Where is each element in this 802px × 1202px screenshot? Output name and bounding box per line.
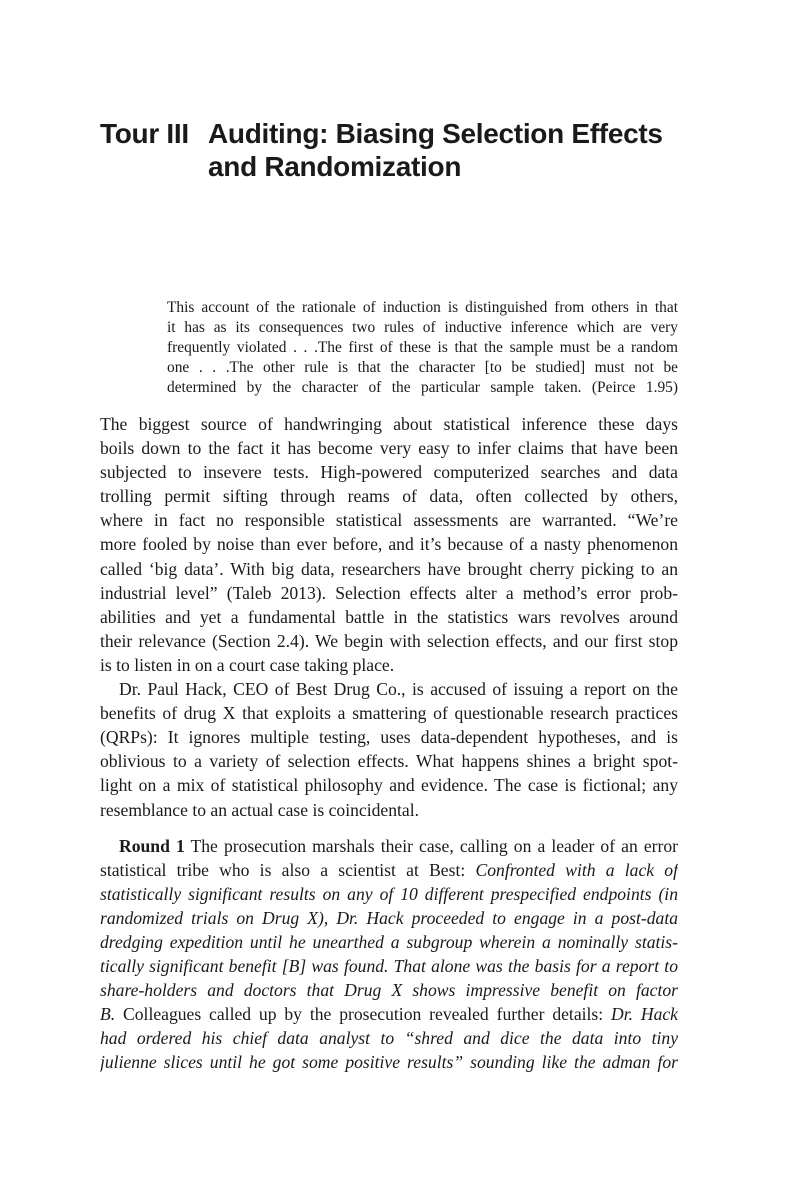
epigraph-line: it has as its consequences two rules of inductive inference which are very [167,319,678,336]
epigraph-line: one . . .The other rule is that the character [to be studied] must not be [167,359,678,376]
text-line: subjected to insevere tests. High-powered computerized searches and data [100,462,678,483]
text-line: randomized trials on Drug X), Dr. Hack proceeded to engage in a post-data [100,907,678,928]
text-line: benefits of drug X that exploits a smattering of questionable research practices [100,703,678,724]
text-line: where in fact no responsible statistical assessments are warranted. “We’re [100,510,678,531]
text-line: resemblance to an actual case is coincidental. [100,799,419,820]
italic-run: Dr. Hack [611,1004,678,1025]
text-line: is to listen in on a court case taking place. [100,654,395,675]
epigraph-line: determined by the character of the particular sample taken. (Peirce 1.95) [167,379,678,396]
text-line: statistically significant results on any of 10 different prespecified endpoints (in [100,883,678,904]
text-line: The biggest source of handwringing about statistical inference these days [100,414,678,434]
text-line: light on a mix of statistical philosophy and evidence. The case is fictional; any [100,775,678,796]
epigraph-line: frequently violated . . .The first of these is that the sample must be a random [167,339,678,356]
text-run: Colleagues called up by the prosecution revealed further details: [115,1004,611,1025]
tour-label: Tour III [100,118,189,149]
tour-title-line: Auditing: Biasing Selection Effects [208,118,663,149]
text-run: statistical tribe who is also a scientist at Best: [100,859,476,880]
paragraph-round-1 [100,834,678,1075]
text-line: trolling permit sifting through reams of data, often collected by others, [100,486,678,507]
text-line: had ordered his chief data analyst to “shred and dice the data into tiny [100,1028,678,1049]
round-label: Round 1 [119,835,185,856]
text-line: their relevance (Section 2.4). We begin with selection effects, and our first stop [100,630,678,651]
paragraph-gap [100,822,678,834]
text-line: abilities and yet a fundamental battle in the statistics wars revolves around [100,606,678,627]
text-line: (QRPs): It ignores multiple testing, uses data-dependent hypotheses, and is [100,727,678,748]
text-line: tically significant benefit [B] was found. That alone was the basis for a report to [100,956,678,977]
text-line: oblivious to a variety of selection effects. What happens shines a bright spot- [100,751,678,772]
epigraph-line: This account of the rationale of induction is distinguished from others in that [167,299,678,316]
paragraph-case [100,677,678,822]
text-line [100,858,678,882]
text-line [100,834,678,858]
text-line: Dr. Paul Hack, CEO of Best Drug Co., is accused of issuing a report on the [119,679,678,700]
text-line: called ‘big data’. With big data, researchers have brought cherry picking to an [100,558,678,579]
text-line: more fooled by noise than ever before, and it’s because of a nasty phenomenon [100,534,678,555]
tour-title [208,117,688,183]
text-line: boils down to the fact it has become very easy to infer claims that have been [100,438,678,459]
text-line [100,1002,678,1026]
text-run: The prosecution marshals their case, calling on a leader of an error [184,835,678,856]
body-text [100,412,678,1075]
text-line: julienne slices until he got some positive results” sounding like the adman for [100,1052,678,1073]
italic-run: Confronted with a lack of [475,859,678,880]
text-line: share-holders and doctors that Drug X shows impressive benefit on factor [100,980,678,1001]
tour-title-line: and Randomization [208,151,462,182]
text-line: industrial level” (Taleb 2013). Selection effects alter a method’s error prob- [100,582,678,603]
epigraph-quote [167,298,678,398]
paragraph-intro [100,412,678,677]
text-line: dredging expedition until he unearthed a subgroup wherein a nominally statis- [100,931,678,952]
italic-run: B. [100,1004,116,1025]
